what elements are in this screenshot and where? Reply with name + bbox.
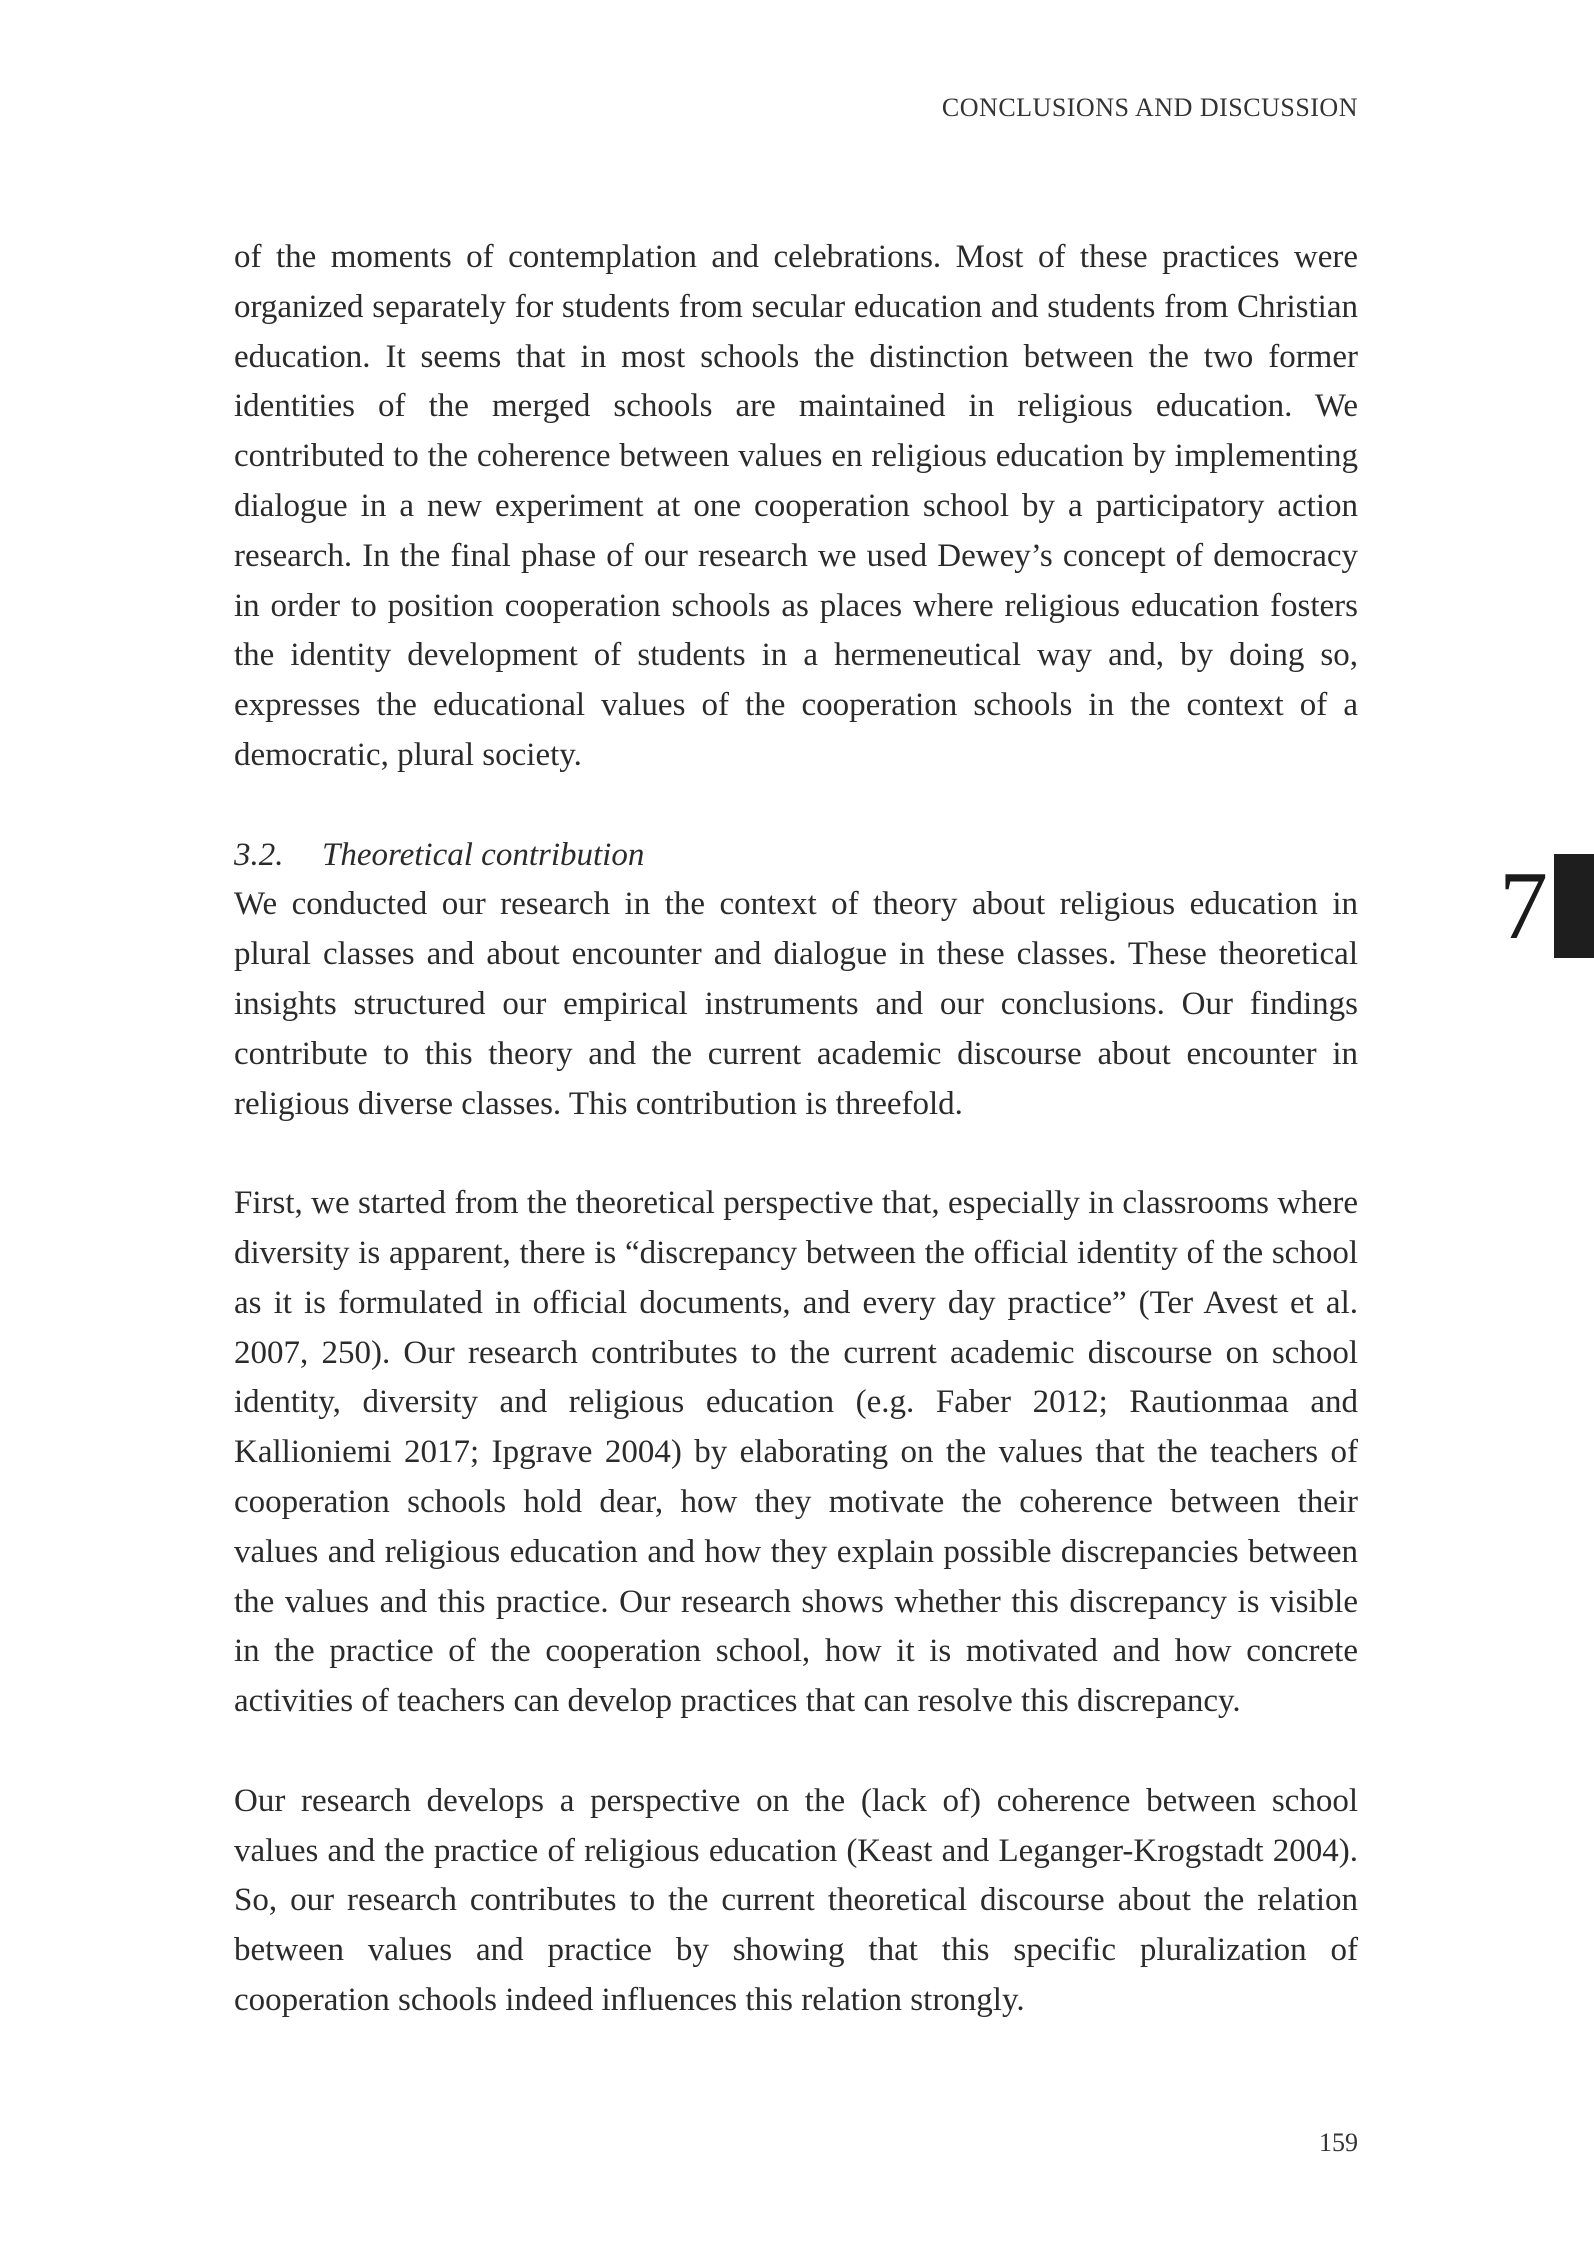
chapter-number: 7 [1499, 852, 1548, 960]
paragraph-2: We conducted our research in the context of theory about religious education in plural classes and about encounter and dialogue in these classes. These theoretical insights structured our empirical instruments and our conclusions. Our findings contribute to this theory and the current academic discourse about encounter in religious diverse classes. This contribution is threefold. [234, 886, 1358, 1122]
chapter-tab-bar [1554, 854, 1594, 958]
section-title: Theoretical contribution [322, 836, 645, 873]
paragraph-3: First, we started from the theoretical perspective that, especially in classrooms where diversity is apparent, there is “discrepancy between the official identity of the school as it is formulated in official documents, and every day practice” (Ter Avest et al. 2007, 250). Our research contributes to the current academic discourse on school identity, diversity and religious education (e.g. Faber 2012; Rautionmaa and Kallioniemi 2017; Ipgrave 2004) by elaborating on the values that the teachers of cooperation schools hold dear, how they motivate the coherence between their values and religious education and how they explain possible discrepancies between the values and this practice. Our research shows whether this discrepancy is visible in the practice of the cooperation school, how it is motivated and how concrete activities of teachers can develop practices that can resolve this discrepancy. [234, 1185, 1358, 1720]
paragraph-1: of the moments of contemplation and celebrations. Most of these practices were organized separately for students from secular education and students from Christian education. It seems that in most schools the distinction between the two former identities of the merged schools are maintained in religious education. We contributed to the coherence between values en religious education by implementing dialogue in a new experiment at one cooperation school by a participatory action research. In the final phase of our research we used Dewey’s concept of democracy in order to position cooperation schools as places where religious education fosters the identity development of students in a hermeneutical way and, by doing so, expresses the educational values of the cooperation schools in the context of a democratic, plural society. [234, 239, 1358, 773]
section-heading [234, 831, 1358, 881]
section-number: 3.2. [234, 836, 284, 873]
page-number: 159 [1319, 2128, 1358, 2157]
running-header: CONCLUSIONS AND DISCUSSION [941, 93, 1358, 122]
chapter-tab [1499, 854, 1594, 958]
body-text [234, 233, 1358, 2026]
paragraph-4: Our research develops a perspective on the (lack of) coherence between school values and the practice of religious education (Keast and Leganger-Krogstadt 2004). So, our research contributes to the current theoretical discourse about the relation between values and practice by showing that this specific pluralization of cooperation schools indeed influences this relation strongly. [234, 1782, 1358, 2018]
